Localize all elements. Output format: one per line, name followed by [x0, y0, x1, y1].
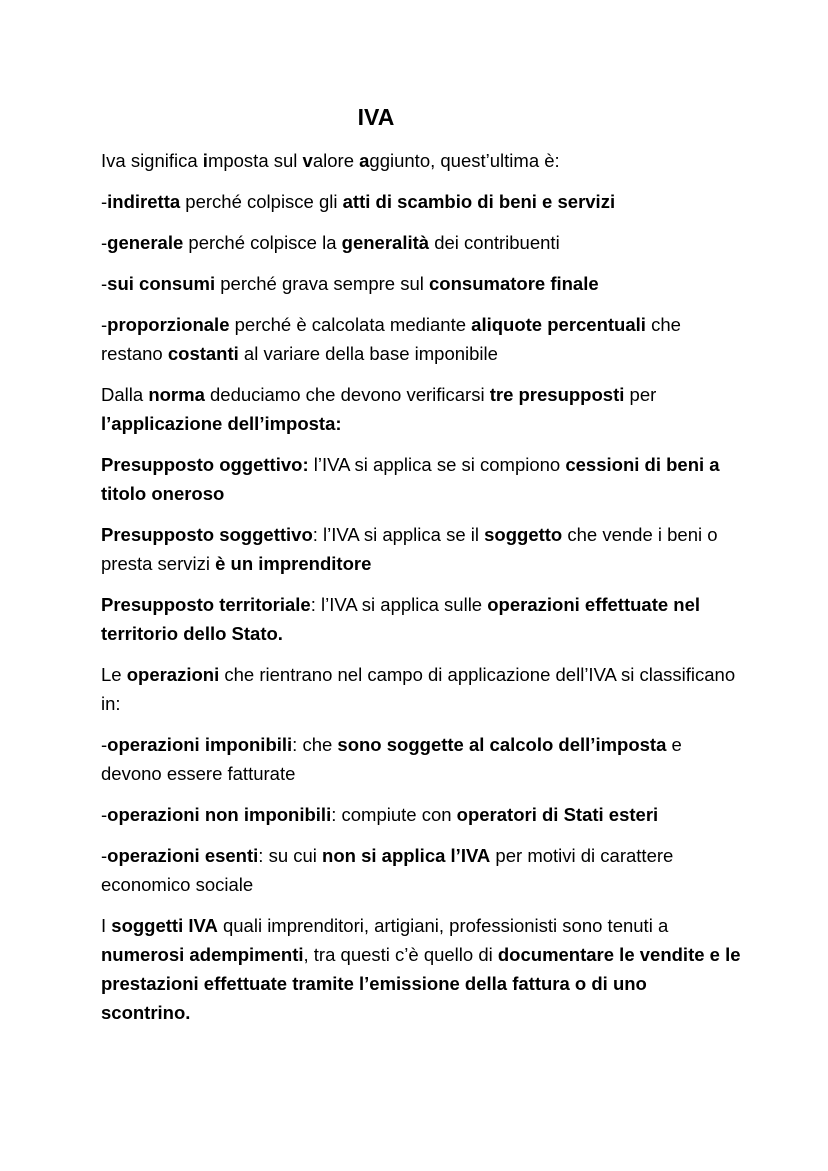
bold-text: non si applica l’IVA	[322, 845, 491, 866]
text: l’IVA si applica se si compiono	[308, 454, 566, 475]
text: che rientrano nel campo di applicazione dell’IVA si classificano in:	[101, 664, 736, 714]
bold-text: cessioni di beni a titolo oneroso	[101, 454, 720, 504]
text: quali imprenditori, artigiani, professionisti sono tenuti a	[217, 915, 669, 936]
text: : compiute con	[331, 804, 457, 825]
paragraph	[101, 520, 741, 578]
bold-text: operazioni imponibili	[107, 734, 293, 755]
text: : l’IVA si applica se il	[312, 524, 485, 545]
bold-text: operazioni esenti	[107, 845, 259, 866]
bold-text: tre presupposti	[489, 384, 625, 405]
text: che vende i beni o presta servizi	[101, 524, 718, 574]
paragraph	[101, 730, 741, 788]
bold-text: consumatore finale	[429, 273, 599, 294]
bold-text: Presupposto oggettivo:	[101, 454, 309, 475]
paragraph	[101, 228, 741, 257]
bold-text: proporzionale	[107, 314, 230, 335]
text: perché grava sempre sul	[215, 273, 430, 294]
bold-text: generalità	[341, 232, 430, 253]
paragraph	[101, 146, 741, 175]
bold-text: a	[359, 150, 370, 171]
bold-text: operatori di Stati esteri	[456, 804, 659, 825]
document-title: IVA	[357, 104, 395, 130]
paragraph	[101, 269, 741, 298]
bold-text: costanti	[167, 343, 239, 364]
bold-text: indiretta	[107, 191, 181, 212]
text: -	[101, 845, 108, 866]
text: Le	[101, 664, 127, 685]
text: alore	[312, 150, 360, 171]
text: -	[101, 273, 108, 294]
text: al variare della base imponibile	[238, 343, 498, 364]
bold-text: numerosi adempimenti	[101, 944, 304, 965]
text: -	[101, 734, 108, 755]
document-body	[101, 146, 741, 1039]
bold-text: v	[302, 150, 313, 171]
paragraph	[101, 841, 741, 899]
text: per	[624, 384, 657, 405]
bold-text: operazioni	[126, 664, 220, 685]
bold-text: soggetti IVA	[111, 915, 218, 936]
paragraph	[101, 380, 741, 438]
text: , tra questi c’è quello di	[303, 944, 498, 965]
bold-text: i	[202, 150, 208, 171]
text: -	[101, 804, 108, 825]
bold-text: operazioni non imponibili	[107, 804, 332, 825]
text: Iva significa	[101, 150, 203, 171]
text: Dalla	[101, 384, 149, 405]
bold-text: sono soggette al calcolo dell’imposta	[337, 734, 667, 755]
text: mposta sul	[207, 150, 303, 171]
bold-text: atti di scambio di beni e servizi	[342, 191, 616, 212]
paragraph	[101, 911, 741, 1027]
paragraph	[101, 187, 741, 216]
text: : su cui	[258, 845, 323, 866]
text: deduciamo che devono verificarsi	[204, 384, 490, 405]
paragraph	[101, 450, 741, 508]
bold-text: l’applicazione dell’imposta:	[101, 413, 342, 434]
bold-text: Presupposto territoriale	[101, 594, 311, 615]
bold-text: generale	[107, 232, 184, 253]
text: perché colpisce la	[183, 232, 342, 253]
bold-text: è un imprenditore	[215, 553, 372, 574]
bold-text: operazioni effettuate nel territorio dello Stato.	[101, 594, 701, 644]
text: -	[101, 314, 108, 335]
bold-text: sui consumi	[107, 273, 216, 294]
text: I	[101, 915, 112, 936]
text: per motivi di carattere economico sociale	[101, 845, 674, 895]
paragraph	[101, 310, 741, 368]
bold-text: soggetto	[484, 524, 563, 545]
text: e devono essere fatturate	[101, 734, 682, 784]
bold-text: Presupposto soggettivo	[101, 524, 313, 545]
text: perché colpisce gli	[180, 191, 343, 212]
paragraph	[101, 660, 741, 718]
text: che restano	[101, 314, 681, 364]
paragraph	[101, 800, 741, 829]
text: : l’IVA si applica sulle	[310, 594, 488, 615]
text: -	[101, 232, 108, 253]
text: perché è calcolata mediante	[229, 314, 472, 335]
bold-text: aliquote percentuali	[471, 314, 646, 335]
bold-text: norma	[148, 384, 205, 405]
text: dei contribuenti	[429, 232, 560, 253]
text: : che	[292, 734, 338, 755]
bold-text: documentare le vendite e le prestazioni effettuate tramite l’emissione della fattura o di uno scontrino.	[101, 944, 741, 1023]
text: -	[101, 191, 108, 212]
text: ggiunto, quest’ultima è:	[369, 150, 560, 171]
paragraph	[101, 590, 741, 648]
